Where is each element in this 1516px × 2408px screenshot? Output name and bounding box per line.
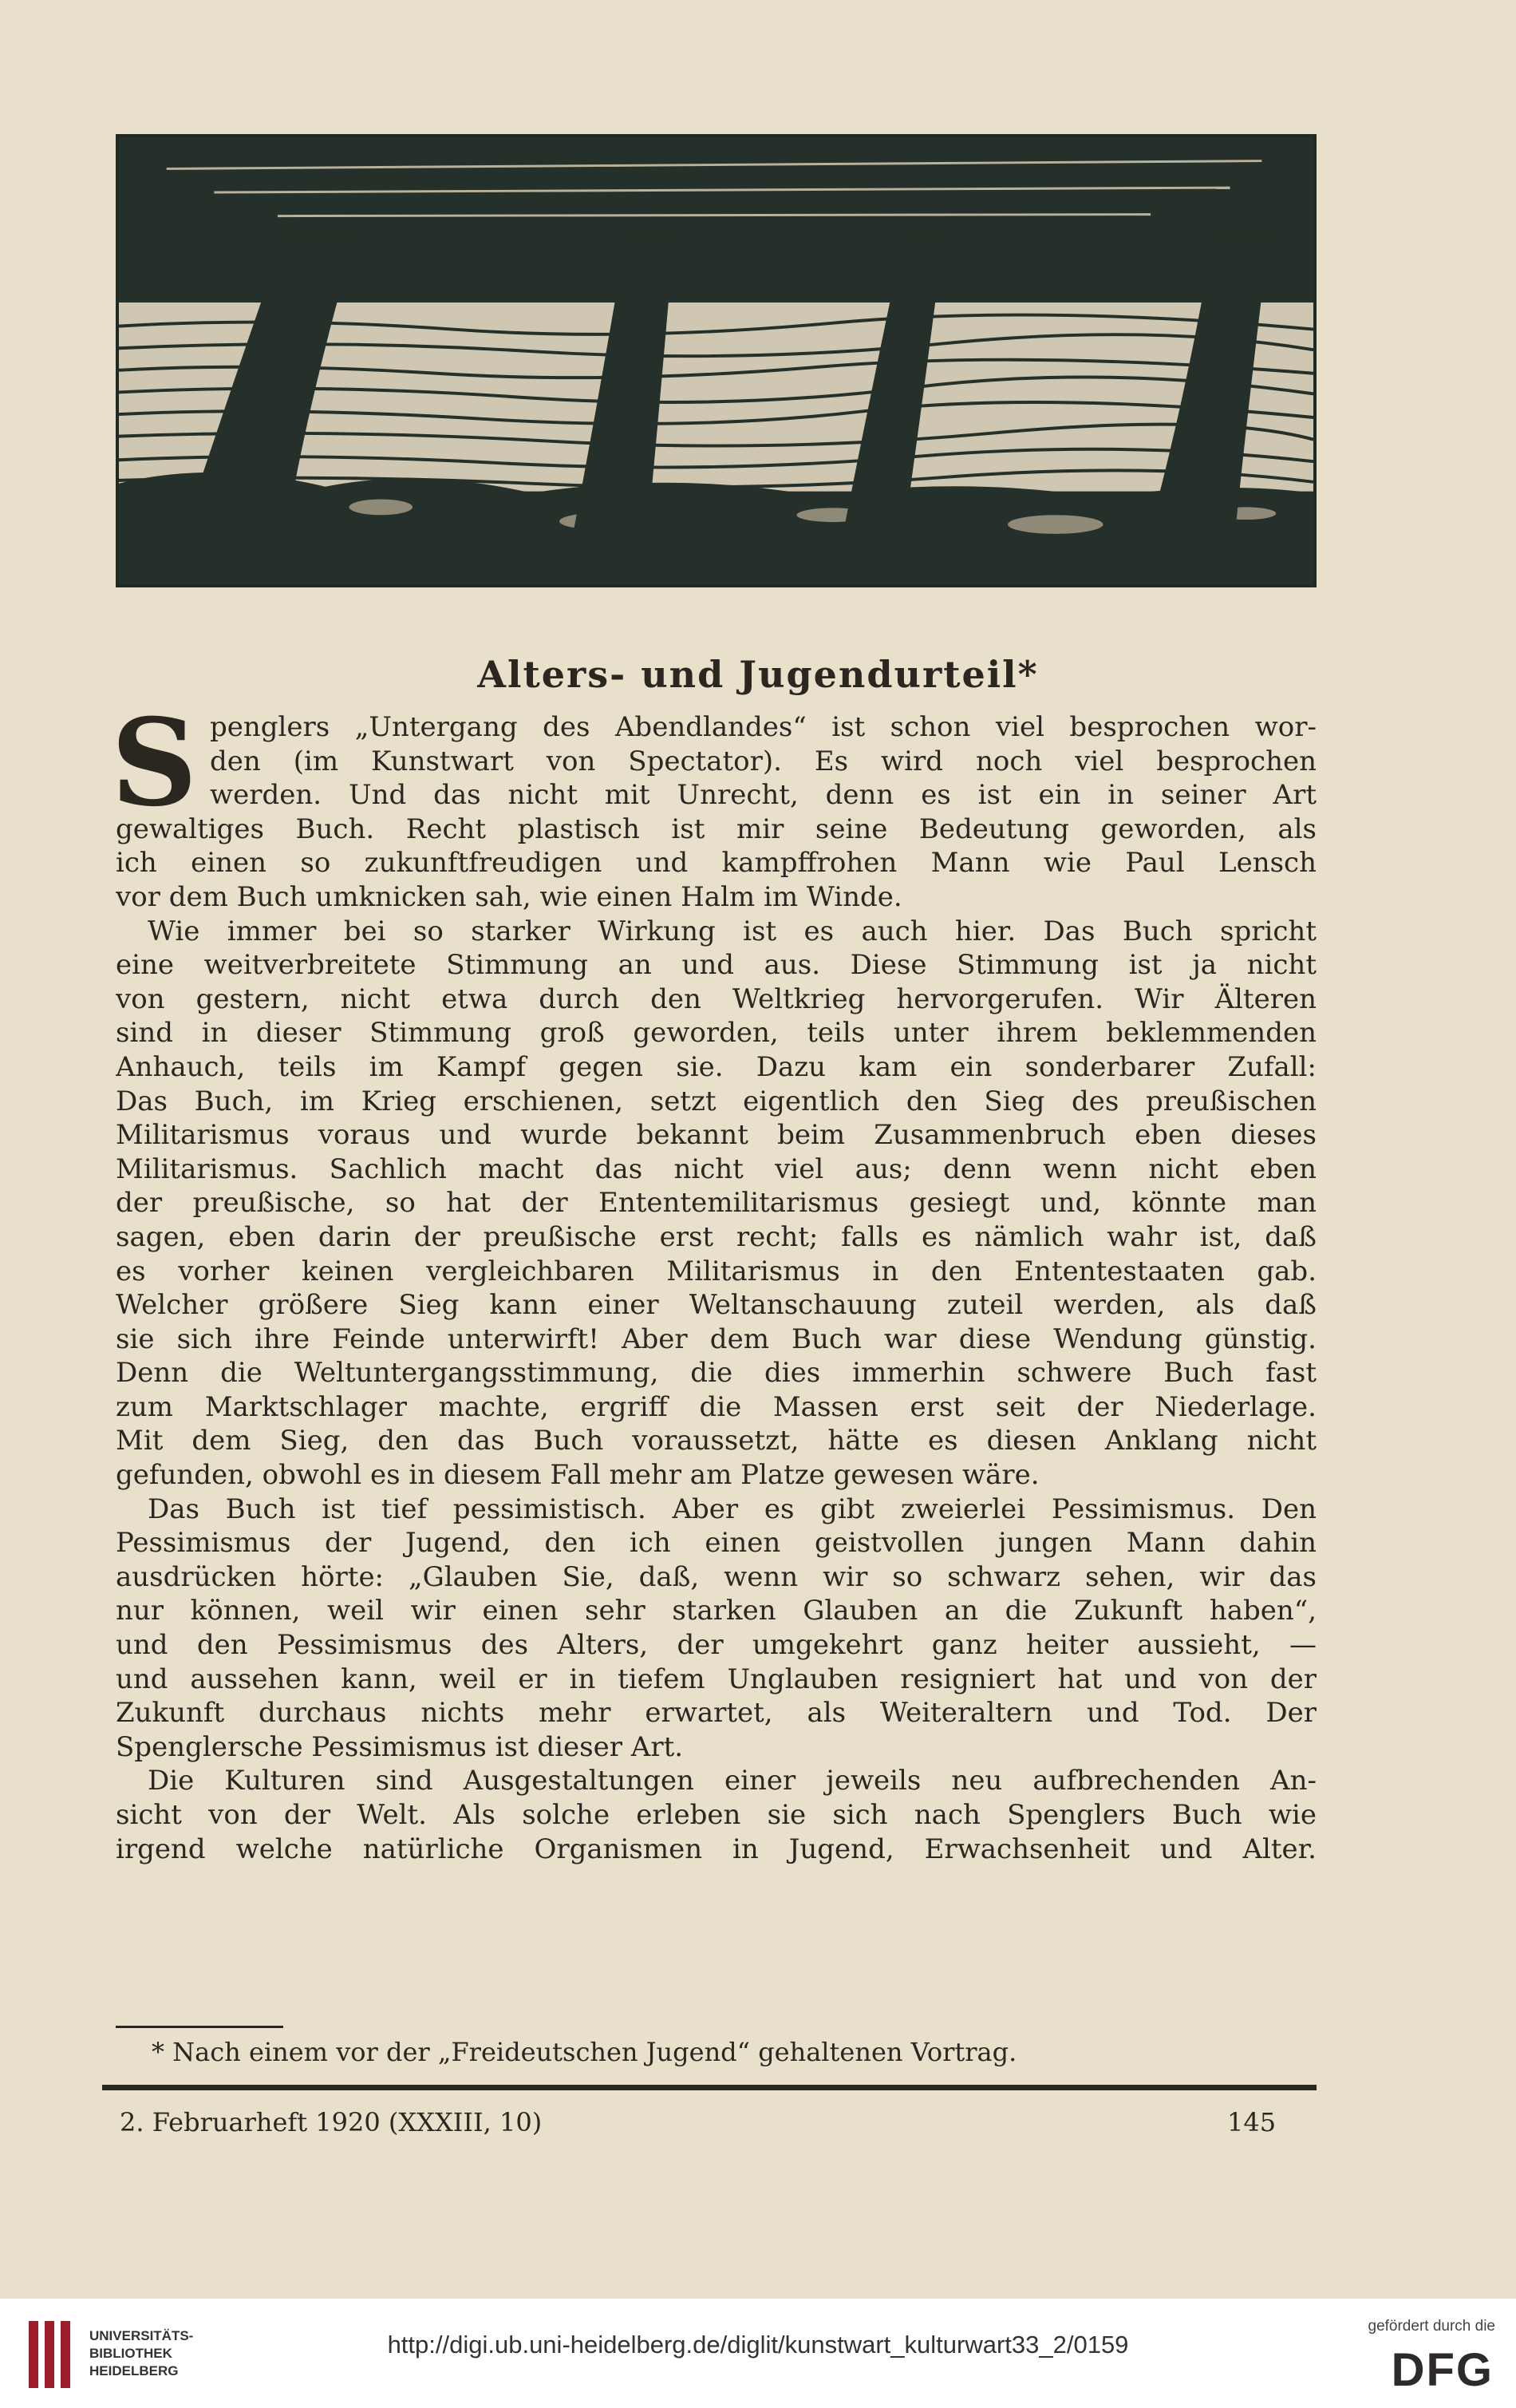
issue-line: 2. Februarheft 1920 (XXXIII, 10)	[120, 2107, 543, 2137]
text-line: Wie immer bei so starker Wirkung ist es auch hier. Das Buch spricht	[148, 915, 1317, 947]
footnote-divider	[116, 2026, 283, 2028]
text-line: irgend welche natürliche Organismen in Jugend, Erwachsenheit und Alter.	[116, 1833, 1317, 1865]
text-line: Pessimismus der Jugend, den ich einen geistvollen jungen Mann dahin	[116, 1527, 1317, 1560]
text-line: Welcher größere Sieg kann einer Weltanschauung zuteil werden, als daß	[116, 1289, 1317, 1322]
text-line: sicht von der Welt. Als solche erleben sie sich nach Spenglers Buch wie	[116, 1799, 1317, 1831]
text-line: ich einen so zukunftfreudigen und kampffrohen Mann wie Paul Lensch	[116, 847, 1317, 880]
text-line: vor dem Buch umknicken sah, wie einen Halm im Winde.	[116, 880, 902, 913]
text-line: nur können, weil wir einen sehr starken Glauben an die Zukunft haben“,	[116, 1595, 1317, 1627]
text-line: sagen, eben darin der preußische erst recht; falls es nämlich wahr ist, daß	[116, 1220, 1317, 1253]
library-name-line: HEIDELBERG	[89, 2363, 179, 2378]
footer-rule	[102, 2085, 1317, 2090]
page-number: 145	[1227, 2107, 1277, 2137]
article-title: Alters- und Jugendurteil*	[477, 653, 1039, 696]
digitization-banner	[0, 2299, 1516, 2408]
footnote: * Nach einem vor der „Freideutschen Jugend“ gehaltenen Vortrag.	[152, 2037, 1017, 2067]
text-line: eine weitverbreitete Stimmung an und aus. Diese Stimmung ist ja nicht	[116, 949, 1317, 982]
text-line: es vorher keinen vergleichbaren Militarismus in den Ententestaaten gab.	[116, 1255, 1317, 1287]
library-name-line: BIBLIOTHEK	[89, 2346, 172, 2361]
text-line: sie sich ihre Feinde unterwirft! Aber dem Buch war diese Wendung günstig.	[116, 1323, 1317, 1355]
text-line: Das Buch ist tief pessimistisch. Aber es gibt zweierlei Pessimismus. Den	[148, 1493, 1317, 1525]
funding-note: gefördert durch die	[1368, 2318, 1495, 2335]
woodcut-illustration	[116, 134, 1317, 587]
text-line: gewaltiges Buch. Recht plastisch ist mir seine Bedeutung geworden, als	[116, 813, 1317, 845]
dfg-logo: DFG	[1391, 2344, 1494, 2396]
text-line: Spenglersche Pessimismus ist dieser Art.	[116, 1730, 684, 1763]
text-line: werden. Und das nicht mit Unrecht, denn es ist ein in seiner Art	[210, 779, 1317, 812]
text-line: gefunden, obwohl es in diesem Fall mehr am Platze gewesen wäre.	[116, 1459, 1040, 1492]
article-body	[111, 693, 1317, 1866]
text-line: Das Buch, im Krieg erschienen, setzt eigentlich den Sieg des preußischen	[116, 1085, 1317, 1117]
drop-cap: S	[111, 693, 198, 833]
text-line: Zukunft durchaus nichts mehr erwartet, als Weiteraltern und Tod. Der	[116, 1697, 1317, 1730]
text-line: sind in dieser Stimmung groß geworden, teils unter ihrem beklemmenden	[116, 1017, 1317, 1050]
text-line: Militarismus voraus und wurde bekannt beim Zusammenbruch eben dieses	[116, 1119, 1317, 1152]
library-name-line: UNIVERSITÄTS-	[89, 2328, 194, 2343]
text-line: zum Marktschlager machte, ergriff die Massen erst seit der Niederlage.	[116, 1390, 1317, 1423]
text-line: Mit dem Sieg, den das Buch voraussetzt, hätte es diesen Anklang nicht	[116, 1425, 1317, 1457]
text-line: der preußische, so hat der Ententemilitarismus gesiegt und, könnte man	[116, 1187, 1317, 1220]
text-line: penglers „Untergang des Abendlandes“ ist schon viel besprochen wor-	[210, 711, 1317, 743]
text-line: und den Pessimismus des Alters, der umgekehrt ganz heiter aussieht, —	[116, 1629, 1317, 1662]
text-line: Denn die Weltuntergangsstimmung, die dies immerhin schwere Buch fast	[116, 1357, 1317, 1390]
text-line: von gestern, nicht etwa durch den Weltkrieg hervorgerufen. Wir Älteren	[116, 983, 1317, 1015]
text-line: den (im Kunstwart von Spectator). Es wird noch viel besprochen	[210, 745, 1317, 777]
permalink-url[interactable]: http://digi.ub.uni-heidelberg.de/diglit/kunstwart_kulturwart33_2/0159	[387, 2331, 1129, 2359]
text-line: Anhauch, teils im Kampf gegen sie. Dazu kam ein sonderbarer Zufall:	[116, 1050, 1317, 1083]
text-line: und aussehen kann, weil er in tiefem Unglauben resigniert hat und von der	[116, 1663, 1317, 1695]
text-line: ausdrücken hörte: „Glauben Sie, daß, wenn wir so schwarz sehen, wir das	[116, 1560, 1317, 1593]
text-line: Die Kulturen sind Ausgestaltungen einer jeweils neu aufbrechenden An-	[148, 1765, 1317, 1797]
text-line: Militarismus. Sachlich macht das nicht viel aus; denn wenn nicht eben	[116, 1153, 1317, 1185]
